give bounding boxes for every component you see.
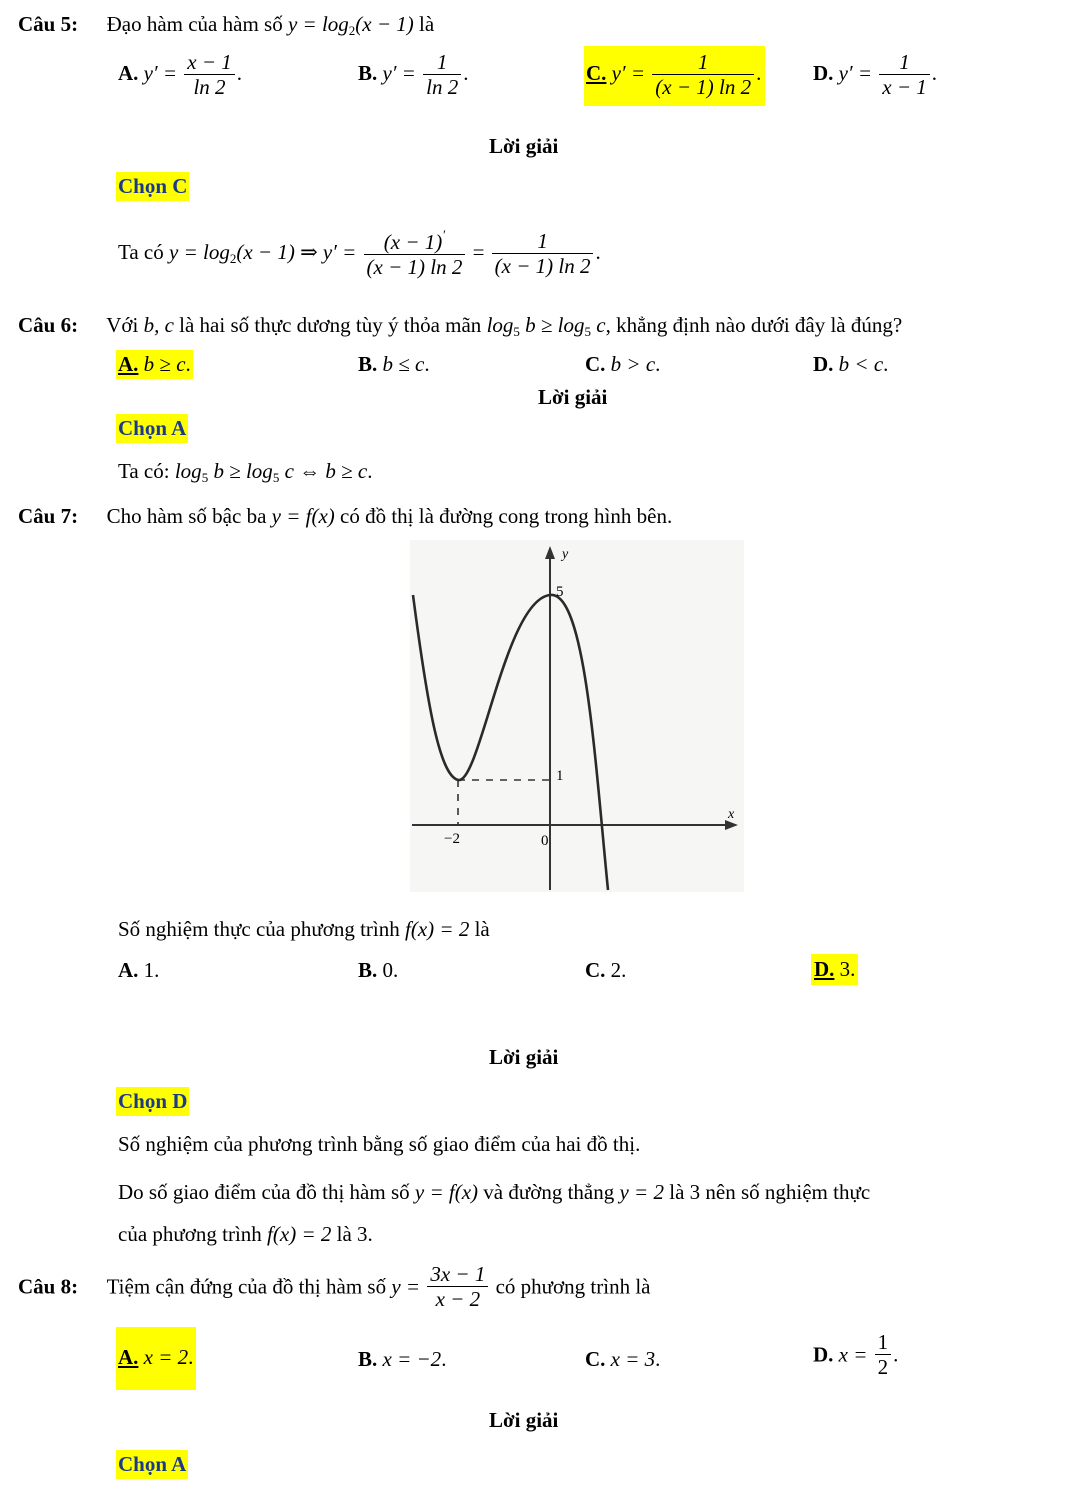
q5-choice: Chọn C bbox=[116, 172, 189, 201]
q5-solution-heading: Lời giải bbox=[489, 134, 559, 158]
q6-option-c[interactable]: C. b > c. bbox=[585, 352, 661, 376]
q7-solution-line2: Do số giao điểm của đồ thị hàm số y = f(x) và đường thẳng y = 2 là 3 nên số nghiệm thực bbox=[118, 1180, 871, 1204]
q7-graph bbox=[410, 540, 744, 892]
q8-option-a[interactable]: A. x = 2. bbox=[116, 1327, 196, 1390]
q5-option-d-fraction: $\frac{1}{x - 1}$ bbox=[879, 50, 930, 100]
tick-label-5: 5 bbox=[556, 584, 564, 600]
q7-option-c[interactable]: C. 2. bbox=[585, 958, 627, 982]
q5-option-b[interactable]: B. y′ = $\frac{1}{\ln 2}$ . bbox=[358, 50, 469, 100]
q5-option-d[interactable]: D. y′ = $\frac{1}{x - 1}$ . bbox=[813, 50, 938, 100]
q8-fraction: $\frac{3x - 1}{x - 2}$ bbox=[427, 1262, 488, 1312]
q8-choice: Chọn A bbox=[116, 1450, 188, 1479]
x-axis-label: x bbox=[728, 807, 735, 822]
q7-solution-heading: Lời giải bbox=[489, 1045, 559, 1069]
y-axis-label: y bbox=[562, 547, 569, 562]
q7-option-a[interactable]: A. 1. bbox=[118, 958, 160, 982]
q7-option-b[interactable]: B. 0. bbox=[358, 958, 399, 982]
q5-label: Câu 5: bbox=[18, 12, 79, 36]
q6-working: Ta có: $\log_5 b \ge \log_5 c$ ⇔ b ≥ c. bbox=[118, 459, 373, 485]
q8-solution-heading: Lời giải bbox=[489, 1408, 559, 1432]
q5-tail: là bbox=[419, 12, 435, 36]
q8-option-c[interactable]: C. x = 3. bbox=[585, 1347, 661, 1371]
q6-choice: Chọn A bbox=[116, 414, 188, 443]
q5-option-c[interactable]: C. y′ = $\frac{1}{(x - 1) \ln 2}$ . bbox=[584, 46, 765, 106]
q5-option-b-fraction: $\frac{1}{\ln 2}$ bbox=[423, 50, 461, 100]
q5-formula: $y = \log_2(x - 1)$ bbox=[287, 12, 414, 38]
q6-stem: Câu 6: Với b, c là hai số thực dương tùy ý thỏa mãn $\log_5 b \ge \log_5 c$, khẳng định nào dưới đây là đúng? bbox=[18, 313, 903, 339]
tick-label-1: 1 bbox=[556, 768, 564, 784]
q5-option-c-fraction: $\frac{1}{(x - 1) \ln 2}$ bbox=[652, 50, 754, 100]
q8-stem: Câu 8: Tiệm cận đứng của đồ thị hàm số y = $\frac{3x - 1}{x - 2}$ có phương trình là bbox=[18, 1262, 651, 1312]
q5-option-a[interactable]: A. y′ = $\frac{x - 1}{\ln 2}$ . bbox=[118, 50, 243, 100]
q5-stem bbox=[18, 12, 434, 39]
q7-stem: Câu 7: Cho hàm số bậc ba y = f(x) có đồ thị là đường cong trong hình bên. bbox=[18, 504, 673, 528]
q5-text: Đạo hàm của hàm số bbox=[106, 12, 283, 36]
q5-working: Ta có $y = \log_2(x - 1)$ ⇒ y′ = $\frac{(x - 1)'}{(x - 1) \ln 2}$ = $\frac{1}{(x - 1) \ln 2}$ . bbox=[118, 227, 601, 280]
q8-option-b[interactable]: B. x = −2. bbox=[358, 1347, 447, 1371]
q7-solution-line1: Số nghiệm của phương trình bằng số giao điểm của hai đồ thị. bbox=[118, 1132, 641, 1156]
q8-option-d[interactable]: D. x = $\frac{1}{2}$ . bbox=[813, 1330, 899, 1380]
q7-question: Số nghiệm thực của phương trình f(x) = 2 là bbox=[118, 917, 490, 941]
tick-label-neg2: −2 bbox=[444, 831, 460, 847]
q7-solution-line3: của phương trình f(x) = 2 là 3. bbox=[118, 1222, 373, 1246]
q8-option-d-fraction: $\frac{1}{2}$ bbox=[875, 1330, 892, 1380]
q6-option-b[interactable]: B. b ≤ c. bbox=[358, 352, 430, 376]
q7-choice: Chọn D bbox=[116, 1087, 189, 1116]
q6-option-d[interactable]: D. b < c. bbox=[813, 352, 889, 376]
q6-option-a[interactable]: A. b ≥ c. bbox=[116, 350, 193, 379]
q6-solution-heading: Lời giải bbox=[538, 385, 608, 409]
tick-label-0: 0 bbox=[541, 833, 549, 849]
q7-option-d[interactable]: D. 3. bbox=[811, 954, 858, 985]
q5-option-a-fraction: $\frac{x - 1}{\ln 2}$ bbox=[184, 50, 235, 100]
